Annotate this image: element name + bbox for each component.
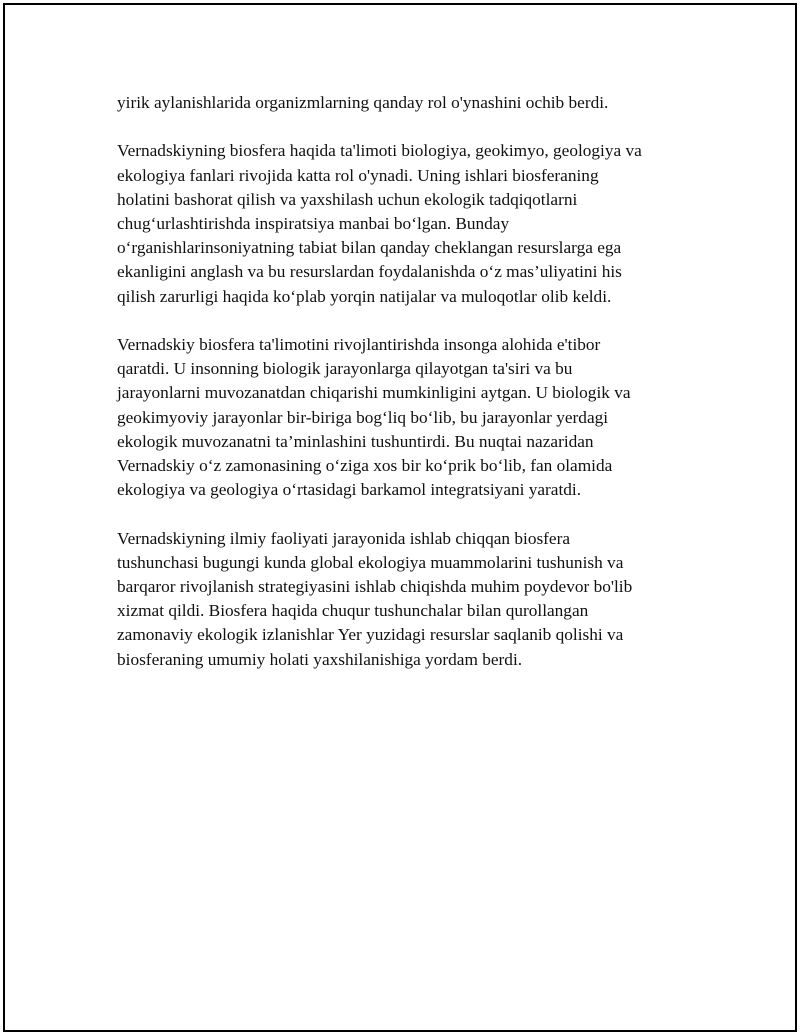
text-line: xizmat qildi. Biosfera haqida chuqur tushunchalar bilan qurollangan (117, 601, 589, 621)
text-line: ekanligini anglash va bu resurslardan foydalanishda o‘z mas’uliyatini his (117, 262, 622, 282)
text-line: Vernadskiyning biosfera haqida ta'limoti biologiya, geokimyo, geologiya va (117, 141, 642, 161)
text-line: geokimyoviy jarayonlar bir-biriga bog‘liq bo‘lib, bu jarayonlar yerdagi (117, 407, 609, 427)
text-line: ekologiya fanlari rivojida katta rol o'ynadi. Uning ishlari biosferaning (117, 165, 599, 185)
text-line: qilish zarurligi haqida ko‘plab yorqin natijalar va muloqotlar olib keldi. (117, 286, 612, 306)
text-line: barqaror rivojlanish strategiyasini ishlab chiqishda muhim poydevor bo'lib (117, 577, 633, 597)
text-line: tushunchasi bugungi kunda global ekologiya muammolarini tushunish va (117, 552, 624, 572)
text-line: biosferaning umumiy holati yaxshilanishiga yordam berdi. (117, 649, 523, 669)
paragraph-2 (117, 139, 697, 308)
text-line: Vernadskiy biosfera ta'limotini rivojlantirishda insonga alohida e'tibor (117, 335, 601, 354)
text-line: holatini bashorat qilish va yaxshilash uchun ekologik tadqiqotlarni (117, 189, 578, 209)
text-line: ekologik muvozanatni ta’minlashini tushuntirdi. Bu nuqtai nazaridan (117, 431, 594, 451)
text-line: zamonaviy ekologik izlanishlar Yer yuzidagi resurslar saqlanib qolishi va (117, 625, 624, 645)
text-line: Vernadskiyning ilmiy faoliyati jarayonida ishlab chiqqan biosfera (117, 528, 571, 548)
text-line: o‘rganishlarinsoniyatning tabiat bilan qanday cheklangan resurslarga ega (117, 238, 622, 258)
document-body (117, 91, 697, 696)
text-line: Vernadskiy o‘z zamonasining o‘ziga xos bir ko‘prik bo‘lib, fan olamida (117, 456, 613, 476)
paragraph-3 (117, 333, 697, 502)
text-line: ekologiya va geologiya o‘rtasidagi barkamol integratsiyani yaratdi. (117, 480, 582, 500)
paragraph-4 (117, 527, 697, 672)
text-line: jarayonlarni muvozanatdan chiqarishi mumkinligini aytgan. U biologik va (117, 383, 631, 403)
paragraph-1 (117, 91, 697, 115)
text-line: chug‘urlashtirishda inspiratsiya manbai bo‘lgan. Bunday (117, 214, 510, 233)
text-line: yirik aylanishlarida organizmlarning qanday rol o'ynashini ochib berdi. (117, 93, 609, 112)
text-line: qaratdi. U insonning biologik jarayonlarga qilayotgan ta'siri va bu (117, 359, 573, 379)
